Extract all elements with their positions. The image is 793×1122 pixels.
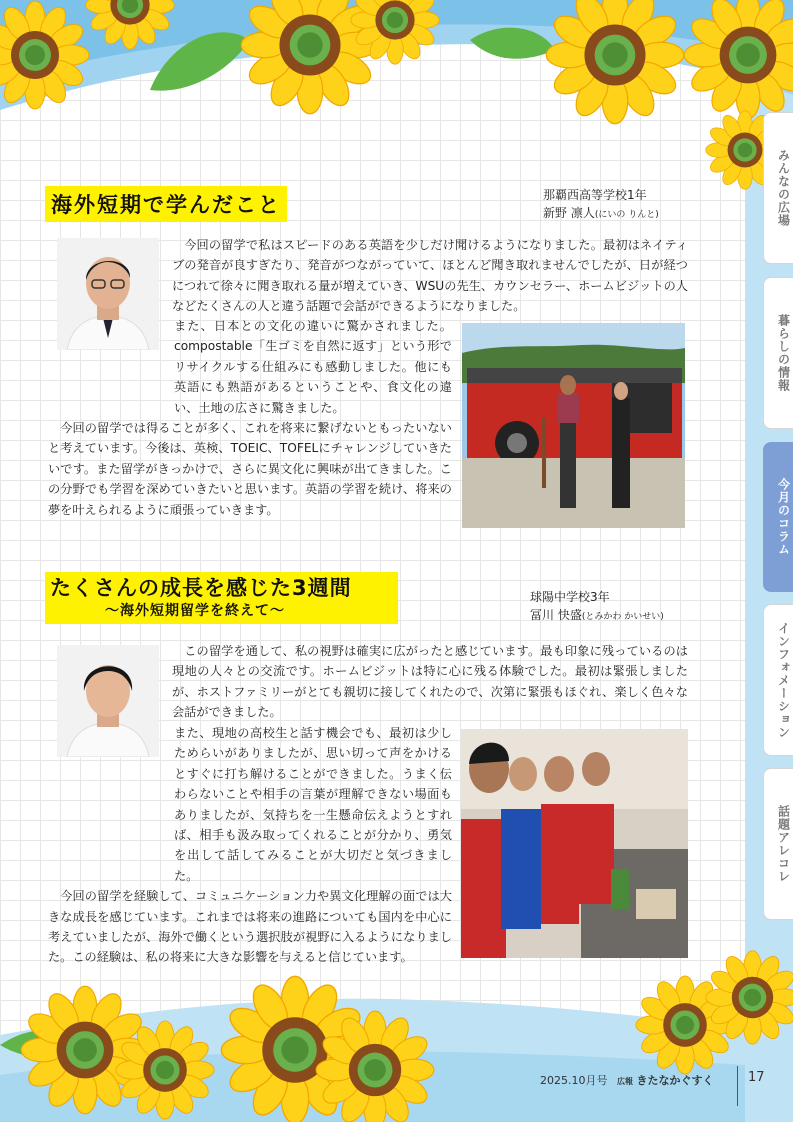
article1-para1: 今回の留学で私はスピードのある英語を少しだけ聞けるようになりました。最初はネイティブの発音が良すぎたり、発音がつながっていて、ほとんど聞き取れませんでしたが、日が経つにつれて徐々に聞き取れる量が増えていき、WSUの先生、カウンセラー、ホームビジットの人などたくさんの人と違う話題で会話ができるようになりました。 [172, 238, 688, 314]
article2-title-block [45, 572, 398, 624]
article2-reading: (とみかわ かいせい) [581, 612, 664, 622]
article1-para3: 今回の留学では得ることが多く、これを将来に繋げないともったいないと考えています。今後は、英検、TOEIC、TOFELにチャレンジしていきたいです。また留学がきっかけで、さらに異文化に興味が出てきました。この分野でも学習を深めていきたいと思います。英語の学習を続け、将来の夢を叶えられるように頑張っていきます。 [48, 421, 452, 517]
sunflower-icon [0, 0, 90, 110]
article1-para2-visible: また、日本との文化の違いに驚かされました。compostable「生ゴミを自然に返す」という形でリサイクルする仕組みにも感動しました。他にも英語にも熟語があるということや、食文化の違い、土地の広さに驚きました。 [174, 319, 452, 415]
tab-information[interactable]: インフォメーション [763, 604, 793, 756]
tab-wadai-arekore[interactable]: 話題アレコレ [763, 768, 793, 920]
article2-para3: 今回の留学を経験して、コミュニケーション力や異文化理解の面では大きな成長を感じています。これまでは将来の進路についても国内を中心に考えていましたが、海外で働くという選択肢が視野に入るようになりました。この経験は、私の将来に大きな影響を与えると信じています。 [48, 889, 452, 965]
sunflower-icon [85, 0, 175, 50]
page-number: 17 [748, 1070, 765, 1085]
article1-title: 海外短期で学んだこと [45, 186, 287, 222]
article1-school: 那覇西高等学校1年 [543, 188, 647, 202]
tab-kurashi-no-joho[interactable]: 暮らしの情報 [763, 277, 793, 429]
article2-para2: また、現地の高校生と話す機会でも、最初は少しためらいがありましたが、思い切って声をかけるとすぐに打ち解けることができました。うまく伝わらないことや相手の言葉が理解できない場面もありましたが、気持ちを一生懸命伝えようとすれば、相手も汲み取ってくれることが分かり、勇気を出して話してみることが大切だと気づきました。 [174, 726, 452, 883]
article2-body-left [48, 723, 452, 968]
sunflower-icon [705, 950, 793, 1045]
article2-name: 冨川 快盛 [530, 608, 582, 622]
sunflower-icon [545, 0, 685, 125]
sunflower-icon [350, 0, 440, 65]
article1-reading: (にいの りんと) [594, 210, 659, 220]
sunflower-icon [683, 0, 793, 120]
article2-para1: この留学を通して、私の視野は確実に広がったと感じています。最も印象に残っているのは現地の人々との交流です。ホームビジットは特に心に残る体験でした。最初は緊張しましたが、ホストファミリーがとても親切に接してくれたので、次第に緊張もほぐれ、楽しく色々な会話ができました。 [172, 644, 688, 720]
sunflower-icon [315, 1010, 435, 1122]
article1-body-top [172, 235, 688, 317]
article2-body-top [172, 641, 688, 723]
footer-publication: きたなかぐすく [636, 1074, 714, 1087]
sunflower-icon [115, 1020, 215, 1120]
article1-author [543, 186, 659, 224]
tab-kongetsu-no-column[interactable]: 今月のコラム [763, 442, 793, 592]
article1-body-left [48, 316, 452, 520]
article2-school: 球陽中学校3年 [530, 590, 610, 604]
article1-name: 新野 凛人 [543, 206, 595, 220]
article2-photo-students [461, 729, 688, 958]
article2-author [530, 588, 664, 626]
article2-subtitle: ～海外短期留学を終えて～ [105, 603, 285, 619]
footer [540, 1072, 714, 1088]
article2-title: たくさんの成長を感じた3週間 [50, 576, 352, 600]
footer-divider [737, 1066, 738, 1106]
tab-minna-no-hiroba[interactable]: みんなの広場 [763, 112, 793, 264]
footer-koho: 広報 [617, 1077, 633, 1086]
footer-issue: 2025.10月号 [540, 1074, 608, 1087]
article1-photo-firetruck [462, 323, 685, 528]
